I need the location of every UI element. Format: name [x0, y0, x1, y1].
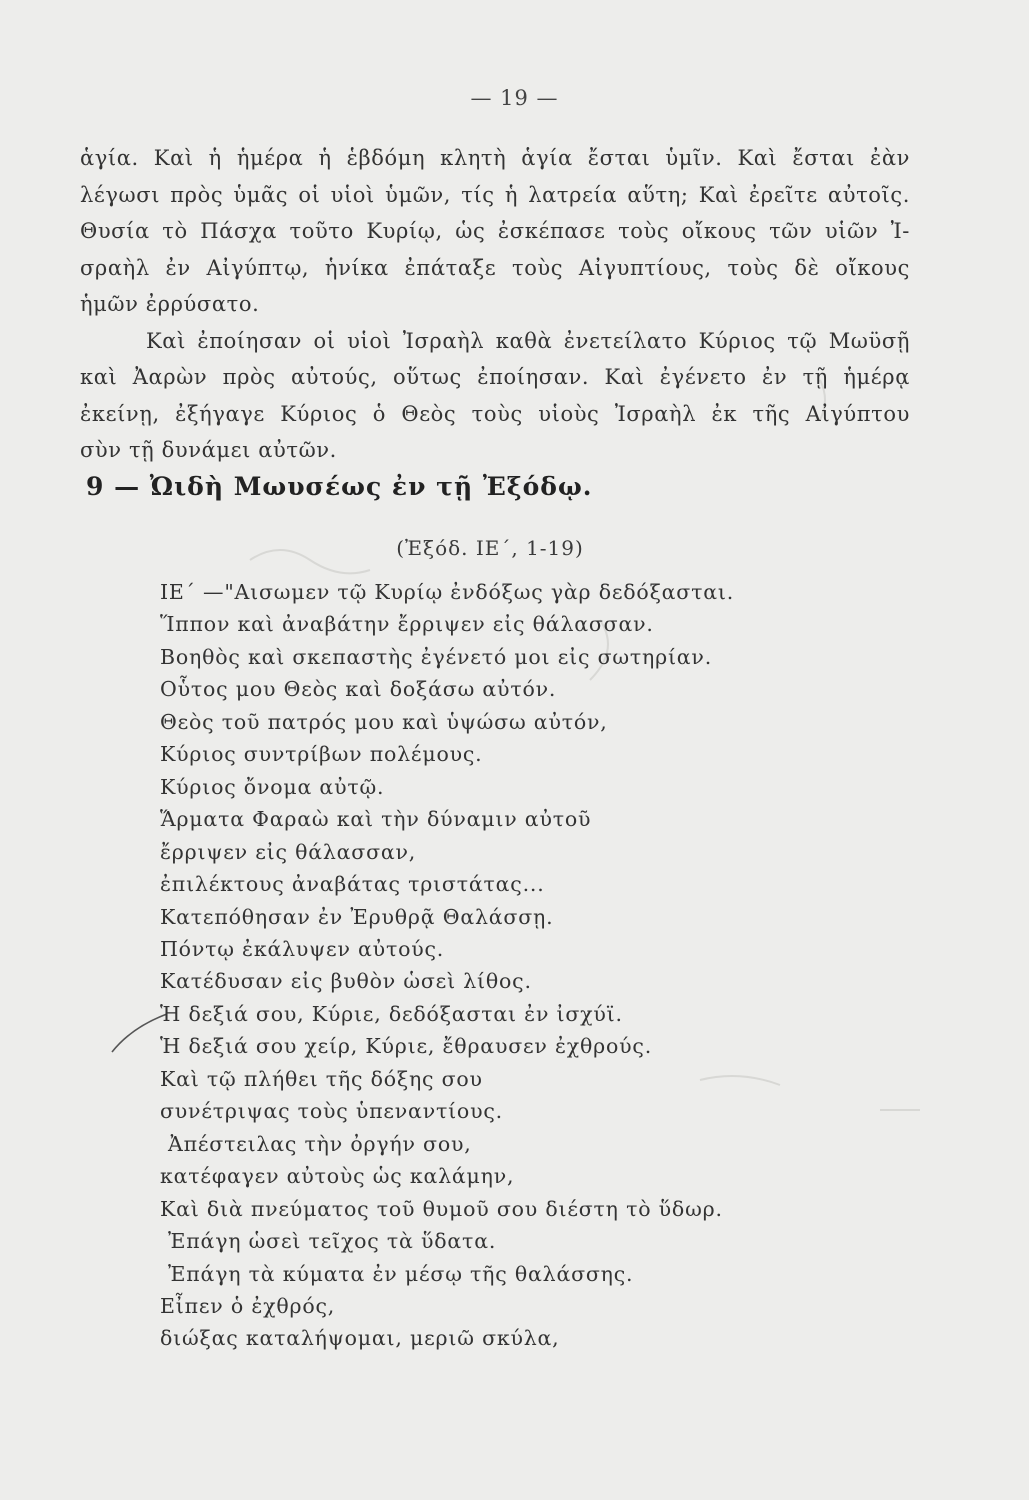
prose-line: καὶ Ἀαρὼν πρὸς αὐτούς, οὕτως ἐποίησαν. Καὶ ἐγένετο ἐν τῇ ἡμέρᾳ: [80, 365, 910, 389]
verse-line: Κύριος ὄνομα αὐτῷ.: [160, 774, 385, 799]
verse-line: Κατέδυσαν εἰς βυθὸν ὡσεὶ λίθος.: [160, 969, 532, 994]
prose-line: σὺν τῇ δυνάμει αὐτῶν.: [80, 438, 337, 462]
verse-line: Κύριος συντρίβων πολέμους.: [160, 742, 483, 767]
verse-line: διώξας καταλήψομαι, μεριῶ σκύλα,: [160, 1326, 560, 1351]
verse-line: ἔρριψεν εἰς θάλασσαν,: [160, 839, 417, 864]
prose-line: Θυσία τὸ Πάσχα τοῦτο Κυρίῳ, ὡς ἐσκέπασε τοὺς οἴκους τῶν υἱῶν Ἰ-: [80, 219, 910, 243]
pencil-mark: [112, 1014, 167, 1052]
prose-line: λέγωσι πρὸς ὑμᾶς οἱ υἱοὶ ὑμῶν, τίς ἡ λατρεία αὕτη; Καὶ ἐρεῖτε αὐτοῖς.: [80, 182, 910, 207]
verse-line: κατέφαγεν αὐτοὺς ὡς καλάμην,: [160, 1164, 515, 1189]
hymn-verses: [160, 576, 880, 1355]
verse-line: Ἀπέστειλας τὴν ὀργήν σου,: [168, 1131, 472, 1156]
verse-line: Ἅρματα Φαραὼ καὶ τὴν δύναμιν αὐτοῦ: [160, 807, 592, 832]
prose-line: Καὶ ἐποίησαν οἱ υἱοὶ Ἰσραὴλ καθὰ ἐνετείλατο Κύριος τῷ Μωϋσῇ: [146, 328, 910, 353]
verse-line: Εἶπεν ὁ ἐχθρός,: [160, 1293, 336, 1318]
page-number: — 19 —: [470, 86, 559, 110]
verse-line: Πόντῳ ἐκάλυψεν αὐτούς.: [160, 936, 445, 961]
prose-line: ἐκείνῃ, ἐξήγαγε Κύριος ὁ Θεὸς τοὺς υἱοὺς Ἰσραὴλ ἐκ τῆς Αἰγύπτου: [80, 401, 910, 426]
verse-line: Ἐπάγη τὰ κύματα ἐν μέσῳ τῆς θαλάσσης.: [168, 1261, 634, 1286]
scripture-reference: (Ἐξόδ. ΙΕ΄, 1-19): [396, 536, 584, 560]
verse-line: Κατεπόθησαν ἐν Ἐρυθρᾷ Θαλάσσῃ.: [160, 904, 554, 929]
prose-line: ἡμῶν ἐρρύσατο.: [80, 292, 260, 316]
verse-line: συνέτριψας τοὺς ὑπεναντίους.: [160, 1099, 503, 1124]
verse-line: Ἵππον καὶ ἀναβάτην ἔρριψεν εἰς θάλασσαν.: [160, 612, 654, 637]
prose-line: σραὴλ ἐν Αἰγύπτῳ, ἡνίκα ἐπάταξε τοὺς Αἰγυπτίους, τοὺς δὲ οἴκους: [80, 255, 910, 280]
verse-line: Ἐπάγη ὡσεὶ τεῖχος τὰ ὕδατα.: [168, 1229, 497, 1254]
prose-line: ἁγία. Καὶ ἡ ἡμέρα ἡ ἑβδόμη κλητὴ ἁγία ἔσται ὑμῖν. Καὶ ἔσται ἐὰν: [80, 146, 910, 170]
verse-line: Βοηθὸς καὶ σκεπαστὴς ἐγένετό μοι εἰς σωτηρίαν.: [160, 644, 713, 669]
verse-line: ἐπιλέκτους ἀναβάτας τριστάτας...: [160, 872, 545, 897]
verse-line: Οὗτος μου Θεὸς καὶ δοξάσω αὐτόν.: [160, 677, 557, 702]
verse-line: Ἡ δεξιά σου, Κύριε, δεδόξασται ἐν ἰσχύϊ.: [160, 1001, 623, 1026]
verse-line: Ἡ δεξιά σου χείρ, Κύριε, ἔθραυσεν ἐχθρούς.: [160, 1034, 653, 1059]
prose-paragraph: [80, 140, 910, 469]
verse-line: Θεὸς τοῦ πατρός μου καὶ ὑψώσω αὐτόν,: [160, 709, 608, 734]
verse-line: Καὶ διὰ πνεύματος τοῦ θυμοῦ σου διέστη τὸ ὕδωρ.: [160, 1196, 723, 1221]
verse-line: ΙΕ΄ —"Αισωμεν τῷ Κυρίῳ ἐνδόξως γὰρ δεδόξασται.: [160, 580, 735, 604]
section-heading: 9 — Ὠιδὴ Μωυσέως ἐν τῇ Ἐξόδῳ.: [86, 472, 593, 501]
verse-line: Καὶ τῷ πλήθει τῆς δόξης σου: [160, 1066, 483, 1091]
